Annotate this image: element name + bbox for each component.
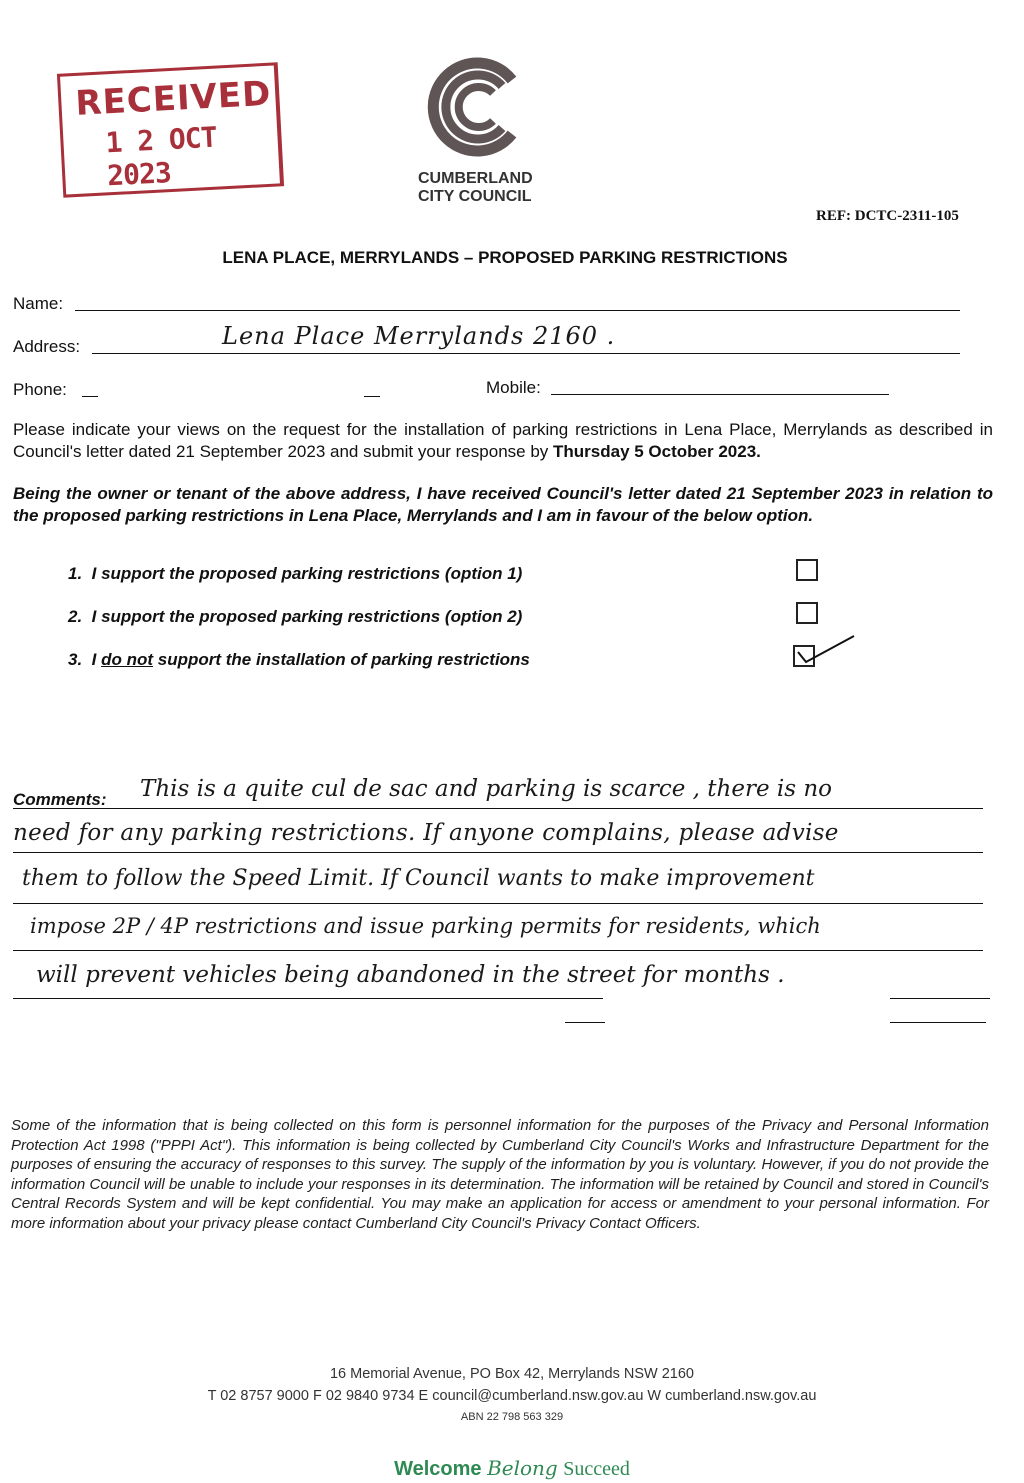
tagline — [0, 1456, 1024, 1481]
option-2-num: 2. — [68, 607, 83, 626]
comment-line-4 — [13, 950, 983, 951]
comment-line-5-end — [890, 998, 990, 999]
footer-abn: ABN 22 798 563 329 — [460, 1411, 564, 1423]
instructions — [13, 419, 993, 463]
comment-text-3: them to follow the Speed Limit. If Council wants to make improvement — [22, 866, 815, 891]
stamp-date: 1 2 OCT 2023 — [104, 120, 218, 193]
option-3-pre: I — [91, 650, 102, 669]
instructions-text: Please indicate your views on the request for the installation of parking restrictions in Lena Place, Merrylands as described in Council's letter dated 21 September 2023 and submit your response by — [13, 420, 993, 461]
checkmark-icon — [792, 632, 858, 668]
name-label: Name: — [13, 294, 64, 313]
option-1 — [68, 564, 522, 584]
phone-label: Phone: — [13, 380, 67, 399]
declaration: Being the owner or tenant of the above address, I have received Council's letter dated 21 September 2023 in relation to the proposed parking restrictions in Lena Place, Merrylands and I am in favour of the below option. — [13, 484, 993, 525]
comment-line-6b — [890, 1022, 986, 1023]
option-1-num: 1. — [68, 564, 83, 583]
comment-text-4: impose 2P / 4P restrictions and issue parking permits for residents, which — [30, 914, 821, 938]
comment-line-3 — [13, 903, 983, 904]
option-1-checkbox[interactable] — [796, 559, 818, 581]
comment-text-2: need for any parking restrictions. If anyone complains, please advise — [13, 820, 839, 846]
received-stamp — [57, 62, 284, 197]
footer-address: 16 Memorial Avenue, PO Box 42, Merrylands NSW 2160 — [329, 1366, 694, 1382]
council-name-line1: CUMBERLAND — [418, 170, 533, 187]
comment-text-5: will prevent vehicles being abandoned in the street for months . — [36, 962, 785, 988]
option-3-num: 3. — [68, 650, 83, 669]
comments-label: Comments: — [13, 790, 107, 809]
reference-number: REF: DCTC-2311-105 — [816, 208, 959, 224]
council-name-line2: CITY COUNCIL — [418, 188, 532, 205]
phone-field[interactable] — [82, 396, 98, 397]
phone-field-end — [364, 396, 380, 397]
stamp-title: RECEIVED — [74, 73, 273, 124]
comment-line-5 — [13, 998, 603, 999]
footer-contacts: T 02 8757 9000 F 02 9840 9734 E council@cumberland.nsw.gov.au W cumberland.nsw.gov.au — [207, 1388, 817, 1404]
name-field[interactable] — [75, 310, 960, 311]
address-value: Lena Place Merrylands 2160 . — [222, 322, 616, 350]
option-3-emphasis: do not — [101, 650, 154, 669]
address-field[interactable] — [92, 353, 960, 354]
option-1-text: I support the proposed parking restrictions (option 1) — [91, 564, 523, 583]
tagline-welcome: Welcome — [394, 1458, 482, 1480]
comment-text-1: This is a quite cul de sac and parking is scarce , there is no — [140, 776, 833, 802]
tagline-belong: Belong — [487, 1456, 558, 1480]
option-3 — [68, 650, 530, 670]
comment-line-1 — [13, 808, 983, 809]
form-title: LENA PLACE, MERRYLANDS – PROPOSED PARKING RESTRICTIONS — [222, 248, 788, 267]
option-2-text: I support the proposed parking restrictions (option 2) — [91, 607, 523, 626]
option-2 — [68, 607, 522, 627]
comment-line-6a — [565, 1022, 605, 1023]
comment-line-2 — [13, 852, 983, 853]
mobile-field[interactable] — [551, 394, 889, 395]
address-label: Address: — [13, 337, 81, 356]
privacy-notice: Some of the information that is being collected on this form is personnel information for the purposes of the Privacy and Personal Information Protection Act 1998 ("PPPI Act"). This information is being collected by Cumberland City Council's Works and Infrastructure Department for the purposes of ensuring the accuracy of responses to this survey. The supply of the information by you is voluntary. However, if you do not provide the information Council will be unable to include your responses in its determination. The information will be retained by Council and stored in Council's Central Records System and will be kept confidential. You may make an application for access or amendment to your personal information. For more information about your privacy please contact Cumberland City Council's Privacy Contact Officers. — [11, 1117, 989, 1232]
option-3-text: support the installation of parking restrictions — [153, 650, 530, 669]
mobile-label: Mobile: — [486, 378, 541, 397]
deadline: Thursday 5 October 2023. — [553, 442, 761, 461]
council-logo-icon — [426, 52, 526, 162]
council-name — [418, 170, 533, 206]
option-2-checkbox[interactable] — [796, 602, 818, 624]
tagline-succeed: Succeed — [563, 1458, 630, 1480]
